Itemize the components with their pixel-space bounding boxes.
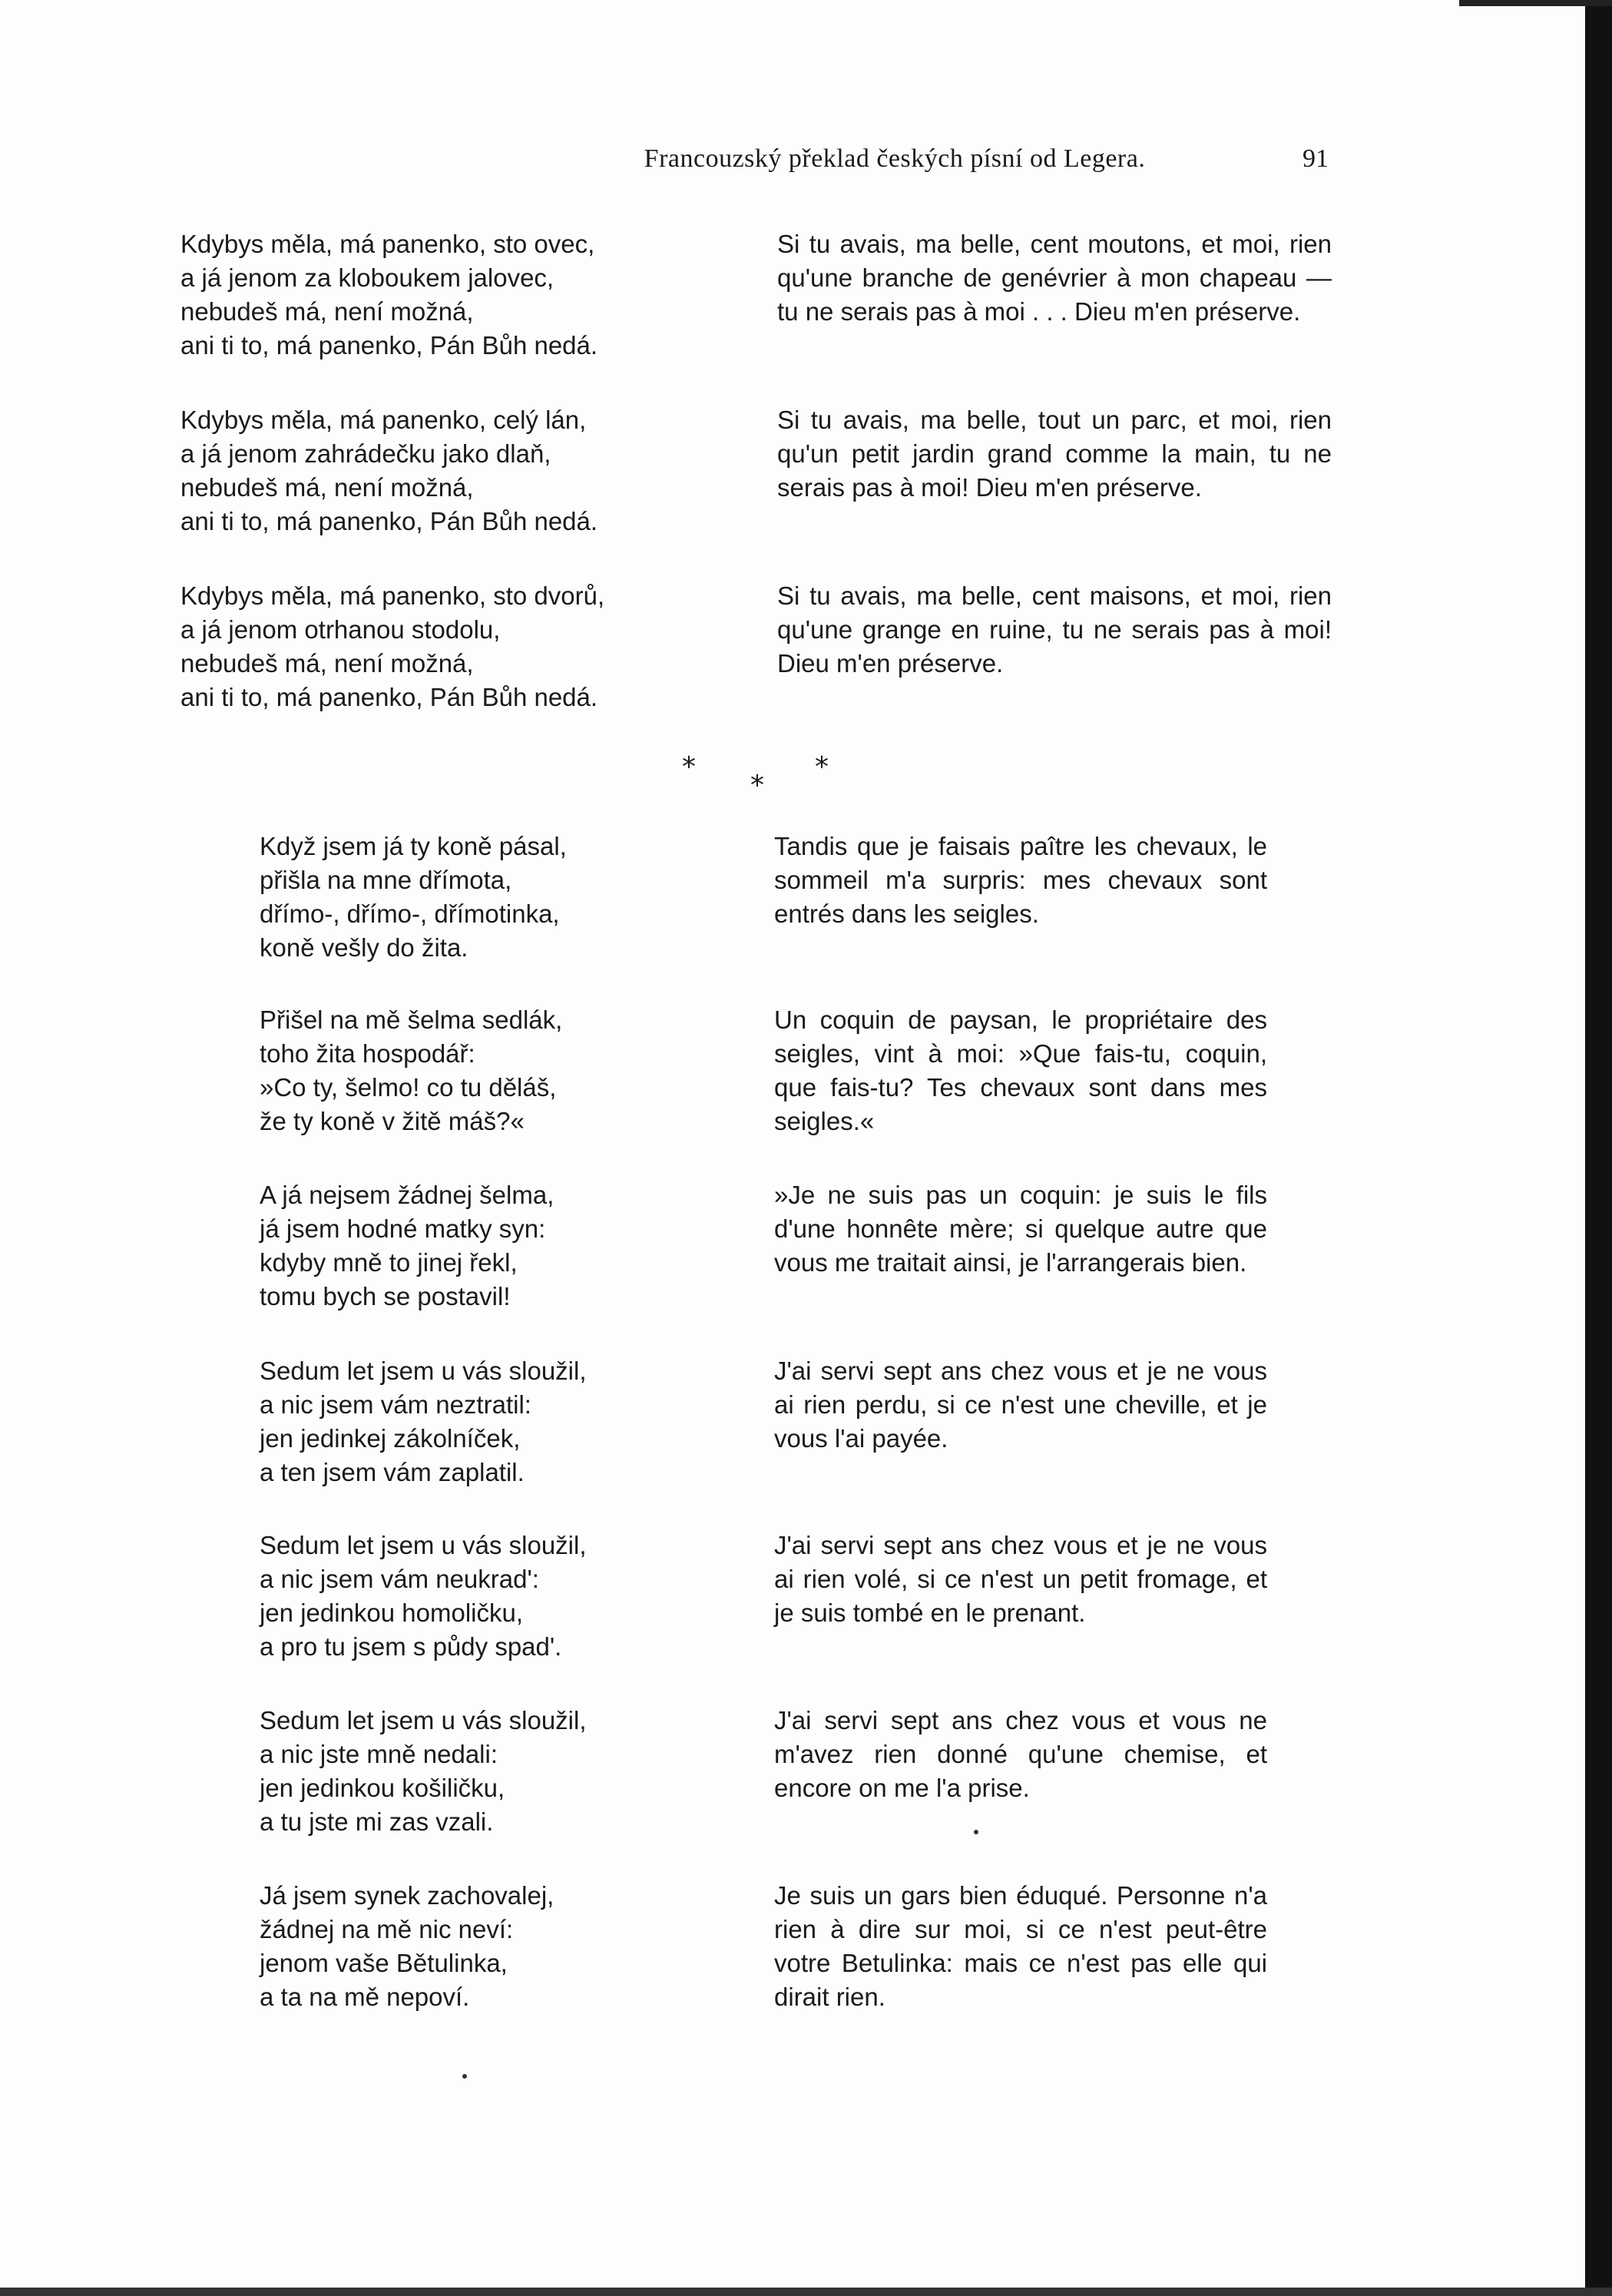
verse-line: Přišel na mě šelma sedlák, (260, 1006, 563, 1034)
verse-line: a ta na mě nepoví. (260, 1983, 470, 2011)
verse-line: nebudeš má, není možná, (180, 297, 474, 326)
french-translation: Si tu avais, ma belle, tout un parc, et moi, rien qu'un petit jardin grand comme la main, tu ne serais pas à moi! Dieu m'en préserve. (777, 406, 1332, 502)
french-translation: Tandis que je faisais paître les chevaux, le sommeil m'a surpris: mes chevaux sont entrés dans les seigles. (774, 832, 1267, 928)
french-translation: J'ai servi sept ans chez vous et je ne vous ai rien volé, si ce n'est un petit fromage, et je suis tombé en le prenant. (774, 1531, 1267, 1627)
verse-line: a nic jsem vám neztratil: (260, 1390, 531, 1419)
verse-line: a já jenom otrhanou stodolu, (180, 615, 501, 644)
verse-line: Sedum let jsem u vás sloužil, (260, 1531, 587, 1559)
verse-line: Kdybys měla, má panenko, celý lán, (180, 406, 587, 434)
verse-line: a nic jste mně nedali: (260, 1740, 498, 1768)
verse-line: a já jenom zahrádečku jako dlaň, (180, 439, 551, 468)
verse-line: a ten jsem vám zaplatil. (260, 1458, 525, 1486)
french-translation: Un coquin de paysan, le propriétaire des seigles, vint à moi: »Que fais-tu, coquin, que fais-tu? Tes chevaux sont dans mes seigles.« (774, 1006, 1267, 1135)
verse-line: jen jedinkou homoličku, (260, 1599, 524, 1627)
scan-edge-top (1459, 0, 1612, 6)
french-translation: Je suis un gars bien éduqué. Personne n'a rien à dire sur moi, si ce n'est peut-être votre Betulinka: mais ce n'est pas elle qui dirait rien. (774, 1881, 1267, 2011)
print-speck (974, 1830, 978, 1834)
czech-stanza (260, 1354, 736, 1489)
czech-stanza (180, 227, 741, 363)
verse-line: A já nejsem žádnej šelma, (260, 1181, 554, 1209)
verse-line: ani ti to, má panenko, Pán Bůh nedá. (180, 331, 598, 359)
verse-line: jen jedinkej zákolníček, (260, 1424, 521, 1453)
czech-stanza (260, 1704, 736, 1839)
czech-stanza (260, 1003, 736, 1138)
divider-star: * (750, 770, 764, 801)
czech-stanza (180, 403, 741, 538)
verse-line: ani ti to, má panenko, Pán Bůh nedá. (180, 507, 598, 535)
verse-line: Já jsem synek zachovalej, (260, 1881, 554, 1910)
page-number: 91 (1303, 144, 1329, 173)
verse-line: Sedum let jsem u vás sloužil, (260, 1357, 587, 1385)
czech-stanza (260, 1178, 736, 1314)
czech-stanza (180, 579, 741, 714)
verse-line: a nic jsem vám neukrad': (260, 1565, 539, 1593)
scan-edge-right (1585, 0, 1612, 2296)
verse-line: že ty koně v žitě máš?« (260, 1107, 525, 1135)
verse-line: a pro tu jsem s půdy spad'. (260, 1632, 562, 1661)
verse-line: Kdybys měla, má panenko, sto ovec, (180, 230, 595, 258)
verse-line: dřímo-, dřímo-, dřímotinka, (260, 900, 560, 928)
verse-line: nebudeš má, není možná, (180, 649, 474, 678)
verse-line: koně vešly do žita. (260, 933, 468, 962)
verse-line: Sedum let jsem u vás sloužil, (260, 1706, 587, 1734)
verse-line: a já jenom za kloboukem jalovec, (180, 263, 554, 292)
czech-stanza (260, 830, 736, 965)
french-translation: J'ai servi sept ans chez vous et je ne vous ai rien perdu, si ce n'est une cheville, et je vous l'ai payée. (774, 1357, 1267, 1453)
french-translation: J'ai servi sept ans chez vous et vous ne m'avez rien donné qu'une chemise, et encore on me l'a prise. (774, 1706, 1267, 1802)
divider-star: * (682, 751, 696, 783)
verse-line: žádnej na mě nic neví: (260, 1915, 514, 1943)
french-translation: Si tu avais, ma belle, cent maisons, et moi, rien qu'une grange en ruine, tu ne serais pas à moi! Dieu m'en préserve. (777, 581, 1332, 678)
czech-stanza (260, 1529, 736, 1664)
verse-line: přišla na mne dřímota, (260, 866, 512, 894)
verse-line: jen jedinkou košiličku, (260, 1774, 505, 1802)
verse-line: jenom vaše Bětulinka, (260, 1949, 508, 1977)
print-speck (462, 2074, 467, 2079)
scan-edge-bottom (0, 2288, 1612, 2296)
verse-line: ani ti to, má panenko, Pán Bůh nedá. (180, 683, 598, 711)
divider-star: * (815, 751, 829, 783)
verse-line: Když jsem já ty koně pásal, (260, 832, 567, 860)
french-translation: »Je ne suis pas un coquin: je suis le fils d'une honnête mère; si quelque autre que vous me traitait ainsi, je l'arrangerais bien. (774, 1181, 1267, 1277)
verse-line: já jsem hodné matky syn: (260, 1214, 546, 1243)
verse-line: toho žita hospodář: (260, 1039, 475, 1068)
verse-line: nebudeš má, není možná, (180, 473, 474, 502)
french-translation: Si tu avais, ma belle, cent moutons, et moi, rien qu'une branche de genévrier à mon chapeau — tu ne serais pas à moi . . . Dieu m'en préserve. (777, 230, 1332, 326)
verse-line: a tu jste mi zas vzali. (260, 1807, 494, 1836)
running-header: Francouzský překlad českých písní od Legera. (644, 144, 1146, 173)
verse-line: »Co ty, šelmo! co tu děláš, (260, 1073, 557, 1102)
verse-line: Kdybys měla, má panenko, sto dvorů, (180, 581, 605, 610)
verse-line: tomu bych se postavil! (260, 1282, 511, 1310)
czech-stanza (260, 1879, 736, 2014)
verse-line: kdyby mně to jinej řekl, (260, 1248, 518, 1277)
